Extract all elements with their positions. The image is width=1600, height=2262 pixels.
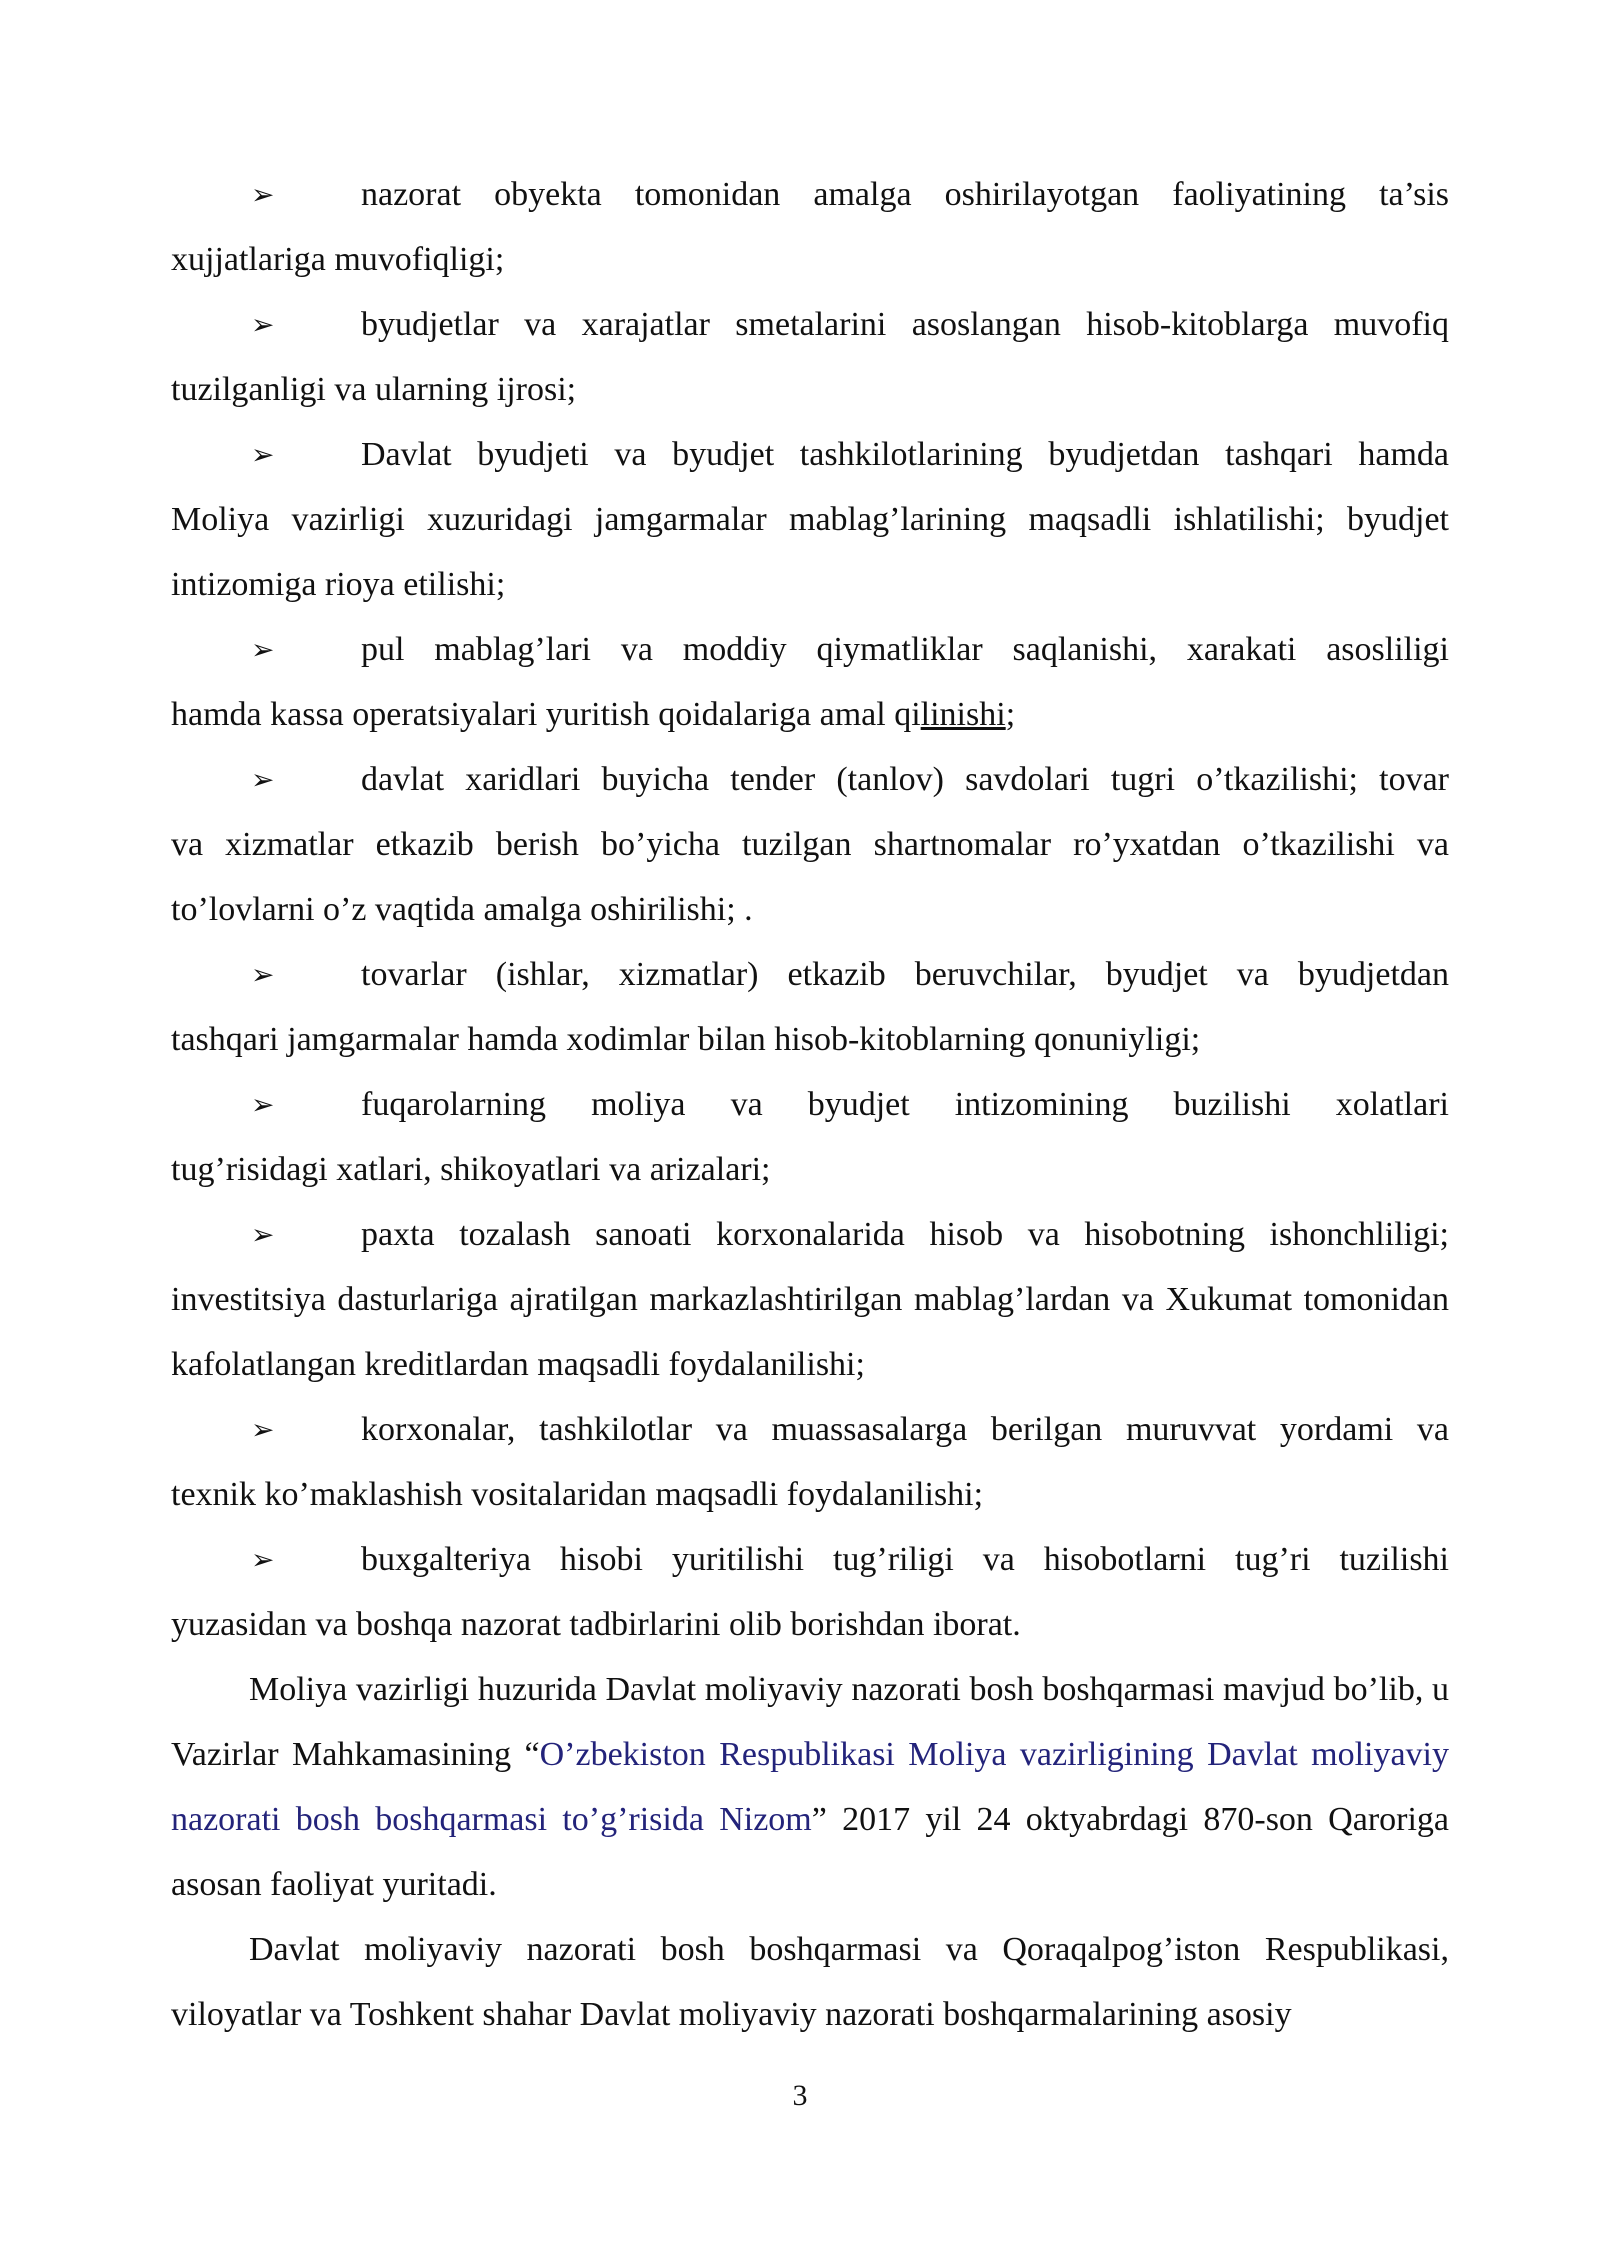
- bullet-item-first-line: [171, 422, 1449, 487]
- document-page: [171, 162, 1449, 2047]
- body-paragraph: [171, 1657, 1449, 1917]
- bullet-text: buxgalteriya hisobi yuritilishi tug’riligi va hisobotlarni tug’ri tuzilishi: [361, 1541, 1449, 1578]
- bullet-text: korxonalar, tashkilotlar va muassasalarga berilgan muruvvat yordami va: [361, 1411, 1449, 1448]
- bullet-item-continuation: texnik ko’maklashish vositalaridan maqsadli foydalanilishi;: [171, 1476, 984, 1513]
- bullet-text: davlat xaridlari buyicha tender (tanlov) savdolari tugri o’tkazilishi; tovar: [361, 761, 1449, 798]
- paragraph-text: Moliya vazirligi huzurida Davlat moliyaviy nazorati bosh boshqarmasi mavjud bo’lib, u Vazirlar Mahkamasining “: [171, 1671, 1449, 1773]
- bullet-item-continuation: tug’risidagi xatlari, shikoyatlari va arizalari;: [171, 1151, 771, 1188]
- bullet-item-first-line: [171, 292, 1449, 357]
- bullet-item-first-line: [171, 747, 1449, 812]
- bullet-item-continuation: xujjatlariga muvofiqligi;: [171, 241, 505, 278]
- arrow-bullet-icon: ➢: [251, 958, 275, 991]
- bullet-item-continuation: [171, 682, 1449, 747]
- arrow-bullet-icon: ➢: [251, 438, 275, 471]
- page-number: 3: [792, 2079, 808, 2112]
- bullet-item-first-line: [171, 1072, 1449, 1137]
- bullet-text: fuqarolarning moliya va byudjet intizomining buzilishi xolatlari: [361, 1086, 1449, 1123]
- arrow-bullet-icon: ➢: [251, 763, 275, 796]
- bullet-item-continuation: yuzasidan va boshqa nazorat tadbirlarini olib borishdan iborat.: [171, 1606, 1021, 1643]
- bullet-text: nazorat obyekta tomonidan amalga oshirilayotgan faoliyatining ta’sis: [361, 176, 1449, 213]
- regulation-title-link[interactable]: O’zbekiston Respublikasi Moliya vazirligining Davlat moliyaviy nazorati bosh boshqarmasi to’g’risida Nizom: [171, 1736, 1450, 1838]
- bullet-item-first-line: [171, 1397, 1449, 1462]
- bullet-item-continuation: tuzilganligi va ularning ijrosi;: [171, 371, 577, 408]
- bullet-item-continuation: Moliya vazirligi xuzuridagi jamgarmalar mablag’larining maqsadli ishlatilishi; byudjet intizomiga rioya etilishi;: [171, 501, 1449, 603]
- underlined-text: shi: [966, 696, 1006, 733]
- underlined-text: lini: [920, 696, 966, 733]
- bullet-text: tovarlar (ishlar, xizmatlar) etkazib beruvchilar, byudjet va byudjetdan: [361, 956, 1449, 993]
- arrow-bullet-icon: ➢: [251, 1218, 275, 1251]
- arrow-bullet-icon: ➢: [251, 1088, 275, 1121]
- arrow-bullet-icon: ➢: [251, 308, 275, 341]
- bullet-item-first-line: [171, 617, 1449, 682]
- body-paragraph: Davlat moliyaviy nazorati bosh boshqarmasi va Qoraqalpog’iston Respublikasi, viloyatlar va Toshkent shahar Davlat moliyaviy nazorati boshqarmalarining asosiy: [171, 1931, 1449, 2033]
- bullet-text: byudjetlar va xarajatlar smetalarini asoslangan hisob-kitoblarga muvofiq: [361, 306, 1449, 343]
- bullet-item-continuation: investitsiya dasturlariga ajratilgan markazlashtirilgan mablag’lardan va Xukumat tomonidan kafolatlangan kreditlardan maqsadli foydalanilishi;: [171, 1281, 1449, 1383]
- bullet-text: ;: [1005, 696, 1016, 733]
- arrow-bullet-icon: ➢: [251, 633, 275, 666]
- bullet-item-first-line: [171, 942, 1449, 1007]
- arrow-bullet-icon: ➢: [251, 178, 275, 211]
- bullet-item-continuation: tashqari jamgarmalar hamda xodimlar bilan hisob-kitoblarning qonuniyligi;: [171, 1021, 1201, 1058]
- bullet-item-first-line: [171, 1527, 1449, 1592]
- bullet-text: Davlat byudjeti va byudjet tashkilotlarining byudjetdan tashqari hamda: [361, 436, 1449, 473]
- bullet-text: pul mablag’lari va moddiy qiymatliklar saqlanishi, xarakati asosliligi: [361, 631, 1449, 668]
- paragraph-text: ” 2017 yil 24 oktyabrdagi 870-son Qaroriga asosan faoliyat yuritadi.: [171, 1801, 1450, 1903]
- bullet-item-continuation: va xizmatlar etkazib berish bo’yicha tuzilgan shartnomalar ro’yxatdan o’tkazilishi va to’lovlarni o’z vaqtida amalga oshirilishi; .: [171, 826, 1449, 928]
- bullet-text: hamda kassa operatsiyalari yuritish qoidalariga amal qi: [171, 696, 921, 733]
- bullet-text: paxta tozalash sanoati korxonalarida hisob va hisobotning ishonchliligi;: [361, 1216, 1449, 1253]
- bullet-item-first-line: [171, 1202, 1449, 1267]
- bullet-item-first-line: [171, 162, 1449, 227]
- arrow-bullet-icon: ➢: [251, 1543, 275, 1576]
- arrow-bullet-icon: ➢: [251, 1413, 275, 1446]
